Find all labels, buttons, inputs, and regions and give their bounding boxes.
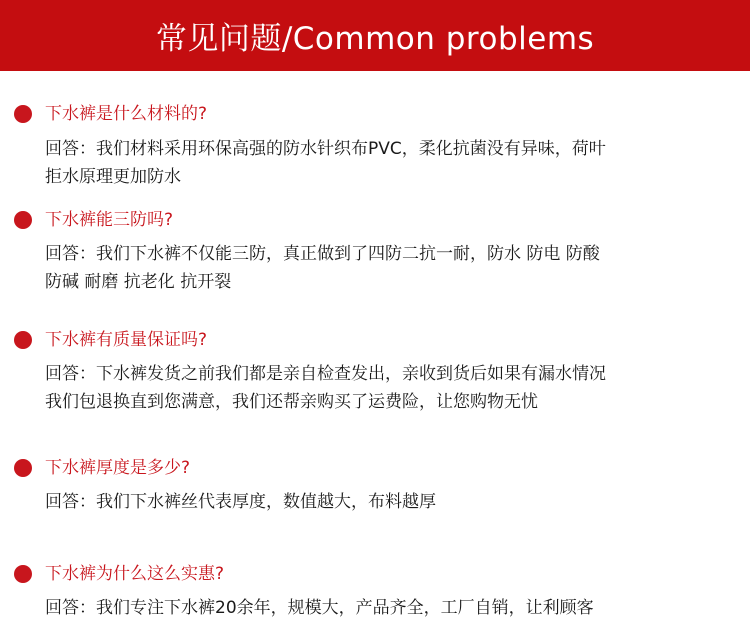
faq-answer-line: 回答：我们材料采用环保高强的防水针织布PVC，柔化抗菌没有异味，荷叶 [45, 139, 606, 159]
faq-answer-line: 回答：我们下水裤丝代表厚度，数值越大，布料越厚 [45, 492, 436, 512]
header-banner [0, 0, 750, 71]
faq-answer [45, 135, 745, 191]
page-title: 常见问题/Common problems [155, 21, 595, 57]
bullet-icon [14, 211, 32, 229]
faq-item [0, 327, 750, 412]
faq-item [0, 207, 750, 292]
faq-answer-line: 我们包退换直到您满意，我们还帮亲购买了运费险，让您购物无忧 [45, 392, 538, 412]
bullet-icon [14, 331, 32, 349]
faq-answer-line: 防碱 耐磨 抗老化 抗开裂 [45, 272, 232, 292]
faq-question: 下水裤有质量保证吗? [45, 330, 208, 350]
faq-answer-line: 拒水原理更加防水 [45, 167, 181, 187]
faq-question-row [0, 207, 750, 233]
faq-question-row [0, 327, 750, 353]
faq-answer [45, 488, 745, 516]
faq-question: 下水裤是什么材料的? [45, 104, 208, 124]
faq-question-row [0, 101, 750, 127]
faq-answer-line: 回答：我们专注下水裤20余年，规模大，产品齐全，工厂自销，让利顾客 [45, 598, 594, 618]
faq-question: 下水裤为什么这么实惠? [45, 564, 225, 584]
faq-answer-line: 回答：我们下水裤不仅能三防，真正做到了四防二抗一耐，防水 防电 防酸 [45, 244, 600, 264]
faq-question-row [0, 455, 750, 481]
faq-item [0, 101, 750, 187]
bullet-icon [14, 105, 32, 123]
faq-answer [45, 240, 745, 296]
faq-question-row [0, 561, 750, 587]
faq-question: 下水裤厚度是多少? [45, 458, 191, 478]
bullet-icon [14, 459, 32, 477]
faq-answer-line: 回答：下水裤发货之前我们都是亲自检查发出，亲收到货后如果有漏水情况 [45, 364, 606, 384]
faq-question: 下水裤能三防吗? [45, 210, 174, 230]
bullet-icon [14, 565, 32, 583]
faq-answer [45, 594, 745, 622]
faq-item [0, 455, 750, 512]
faq-item [0, 561, 750, 618]
faq-answer [45, 360, 745, 416]
